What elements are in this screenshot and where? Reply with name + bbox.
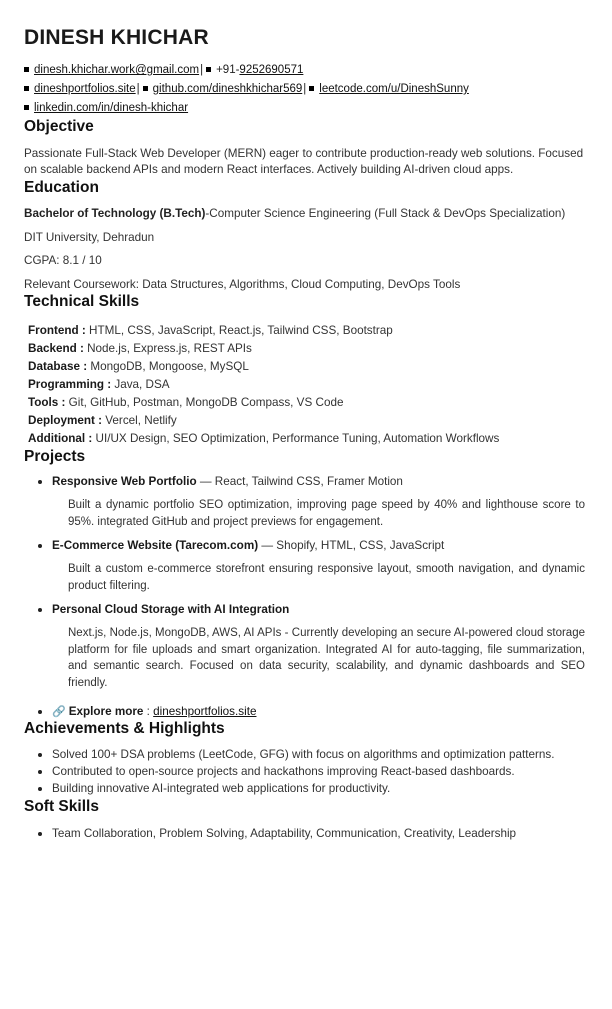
contact-row-1 bbox=[24, 61, 585, 80]
dot-bullet-icon bbox=[38, 480, 42, 484]
section-heading-objective: Objective bbox=[24, 118, 94, 136]
explore-colon: : bbox=[143, 705, 154, 719]
dot-bullet-icon bbox=[38, 832, 42, 836]
linkedin-link[interactable]: linkedin.com/in/dinesh-khichar bbox=[34, 102, 189, 115]
dot-bullet-icon bbox=[38, 544, 42, 548]
contact-row-3 bbox=[24, 99, 585, 118]
project-description: Built a custom e-commerce storefront ensuring responsive layout, smooth navigation, and dynamic product filtering. bbox=[68, 563, 585, 592]
square-bullet-icon bbox=[24, 67, 29, 72]
skills-list bbox=[28, 322, 585, 448]
skill-row bbox=[28, 412, 585, 430]
dot-bullet-icon bbox=[38, 770, 42, 774]
contact-block bbox=[24, 61, 585, 118]
skill-row bbox=[28, 322, 585, 340]
phone-link[interactable]: 9252690571 bbox=[239, 64, 304, 77]
skill-value: MongoDB, Mongoose, MySQL bbox=[87, 359, 249, 373]
contact-row-2 bbox=[24, 80, 585, 99]
degree-title: Bachelor of Technology (B.Tech) bbox=[24, 207, 206, 221]
education-degree bbox=[24, 206, 576, 223]
education-university: DIT University, Dehradun bbox=[24, 230, 155, 244]
github-link[interactable]: github.com/dineshkhichar569 bbox=[152, 83, 303, 96]
skill-value: Git, GitHub, Postman, MongoDB Compass, VS Code bbox=[65, 395, 344, 409]
skill-value: UI/UX Design, SEO Optimization, Performance Tuning, Automation Workflows bbox=[92, 431, 500, 445]
project-title: Responsive Web Portfolio bbox=[52, 475, 197, 489]
explore-more-row bbox=[24, 704, 585, 720]
project-tech: — Shopify, HTML, CSS, JavaScript bbox=[258, 539, 445, 553]
explore-more-link[interactable]: dineshportfolios.site bbox=[153, 705, 257, 719]
project-description: Next.js, Node.js, MongoDB, AWS, AI APIs - Currently developing an secure AI-powered cloud storage platform for file uploads and smart organization. Integrated AI for auto-tagging, file summarization, and semantic search. Focused on data security, scalability, and dynamic dashboards and SEO friendly. bbox=[68, 627, 585, 689]
dot-bullet-icon bbox=[38, 753, 42, 757]
square-bullet-icon bbox=[24, 105, 29, 110]
skill-row bbox=[28, 394, 585, 412]
project-title: Personal Cloud Storage with AI Integration bbox=[52, 603, 290, 617]
project-header bbox=[24, 474, 585, 490]
contact-separator: | bbox=[303, 83, 307, 96]
soft-skill-text: Team Collaboration, Problem Solving, Adaptability, Communication, Creativity, Leadership bbox=[52, 826, 517, 840]
list-item bbox=[24, 747, 585, 763]
project-item bbox=[24, 538, 585, 594]
achievements-list bbox=[24, 747, 585, 797]
degree-field: -Computer Science Engineering (Full Stack & DevOps Specialization) bbox=[205, 207, 566, 221]
explore-more-label: Explore more bbox=[68, 705, 144, 719]
section-heading-technical-skills: Technical Skills bbox=[24, 293, 140, 311]
candidate-name: DINESH KHICHAR bbox=[24, 26, 209, 49]
list-item bbox=[24, 826, 585, 842]
phone-prefix: +91- bbox=[216, 64, 240, 77]
section-heading-projects: Projects bbox=[24, 447, 86, 465]
skill-value: HTML, CSS, JavaScript, React.js, Tailwind CSS, Bootstrap bbox=[85, 323, 393, 337]
skill-row bbox=[28, 340, 585, 358]
portfolio-link[interactable]: dineshportfolios.site bbox=[34, 83, 136, 96]
list-item bbox=[24, 764, 585, 780]
project-title: E-Commerce Website (Tarecom.com) bbox=[52, 539, 259, 553]
project-header bbox=[24, 602, 585, 618]
projects-list bbox=[24, 474, 585, 720]
skill-value: Vercel, Netlify bbox=[102, 413, 177, 427]
list-item bbox=[24, 781, 585, 797]
project-item bbox=[24, 602, 585, 691]
skill-value: Node.js, Express.js, REST APIs bbox=[83, 341, 252, 355]
skill-row bbox=[28, 430, 585, 448]
soft-skills-list bbox=[24, 826, 585, 842]
skill-label: Programming : bbox=[28, 377, 112, 391]
leetcode-link[interactable]: leetcode.com/u/DineshSunny bbox=[319, 83, 469, 96]
dot-bullet-icon bbox=[38, 608, 42, 612]
square-bullet-icon bbox=[309, 86, 314, 91]
section-heading-achievements: Achievements & Highlights bbox=[24, 720, 225, 738]
skill-label: Additional : bbox=[28, 431, 93, 445]
skill-label: Tools : bbox=[28, 395, 66, 409]
section-heading-education: Education bbox=[24, 178, 99, 196]
achievement-text: Contributed to open-source projects and hackathons improving React-based dashboards. bbox=[52, 765, 515, 779]
square-bullet-icon bbox=[206, 67, 211, 72]
contact-separator: | bbox=[136, 83, 140, 96]
square-bullet-icon bbox=[24, 86, 29, 91]
skill-label: Backend : bbox=[28, 341, 84, 355]
dot-bullet-icon bbox=[38, 787, 42, 791]
project-item bbox=[24, 474, 585, 530]
skill-row bbox=[28, 376, 585, 394]
skill-row bbox=[28, 358, 585, 376]
education-cgpa: CGPA: 8.1 / 10 bbox=[24, 254, 102, 268]
section-heading-soft-skills: Soft Skills bbox=[24, 798, 99, 816]
achievement-text: Building innovative AI-integrated web applications for productivity. bbox=[52, 782, 391, 796]
contact-separator: | bbox=[200, 64, 204, 77]
project-description: Built a dynamic portfolio SEO optimization, improving page speed by 40% and lighthouse score to 95%. integrated GitHub and project previews for engagement. bbox=[68, 499, 585, 528]
project-tech: — React, Tailwind CSS, Framer Motion bbox=[196, 475, 403, 489]
project-header bbox=[24, 538, 585, 554]
skill-label: Database : bbox=[28, 359, 88, 373]
skill-value: Java, DSA bbox=[111, 377, 170, 391]
email-link[interactable]: dinesh.khichar.work@gmail.com bbox=[34, 64, 200, 77]
skill-label: Frontend : bbox=[28, 323, 86, 337]
achievement-text: Solved 100+ DSA problems (LeetCode, GFG) with focus on algorithms and optimization patterns. bbox=[52, 748, 555, 762]
objective-text: Passionate Full-Stack Web Developer (MERN) eager to contribute production-ready web solutions. Focused on scalable backend APIs and modern React interfaces. Actively building AI-driven cloud apps. bbox=[24, 146, 584, 177]
square-bullet-icon bbox=[143, 86, 148, 91]
skill-label: Deployment : bbox=[28, 413, 103, 427]
dot-bullet-icon bbox=[38, 710, 42, 714]
education-coursework: Relevant Coursework: Data Structures, Algorithms, Cloud Computing, DevOps Tools bbox=[24, 277, 461, 291]
link-icon: 🔗 bbox=[52, 706, 66, 719]
